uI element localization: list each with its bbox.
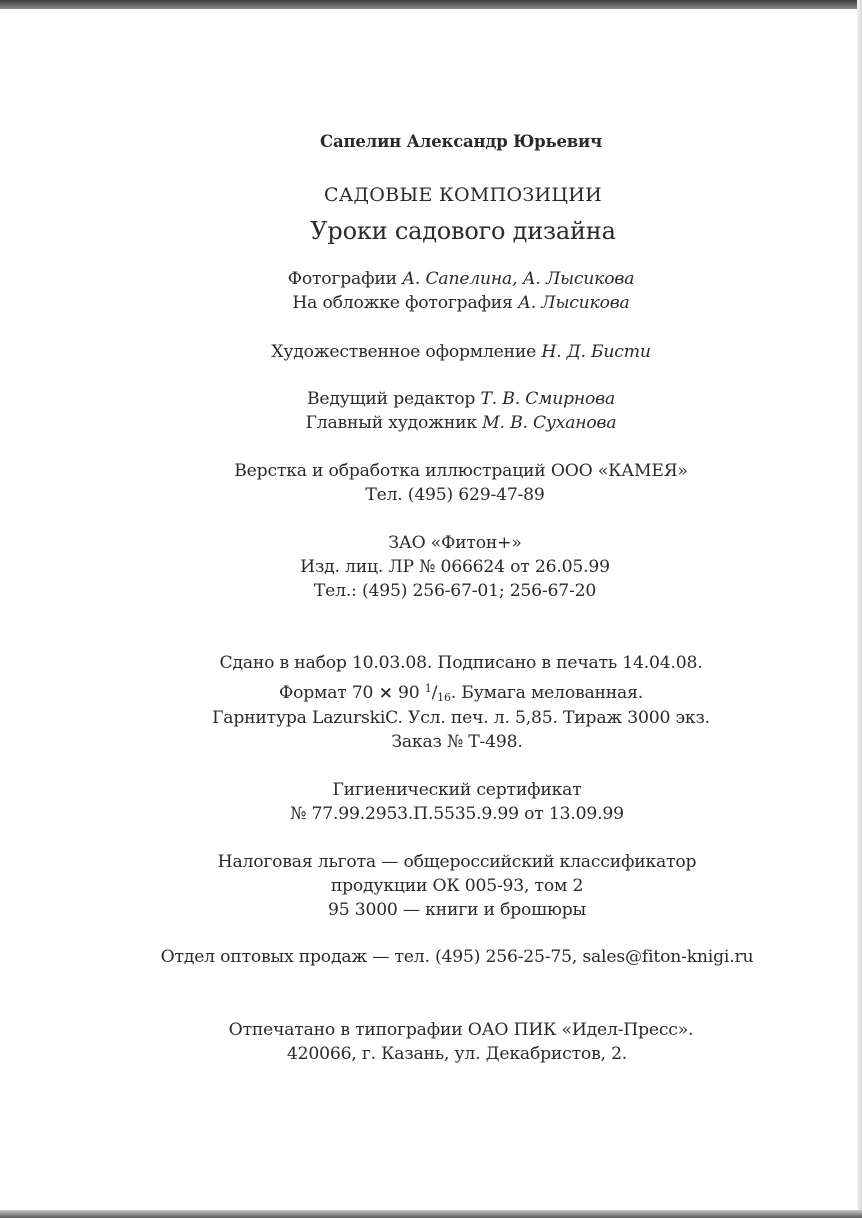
- printing-address: 420066, г. Казань, ул. Декабристов, 2.: [286, 1044, 628, 1064]
- book-title: САДОВЫЕ КОМПОЗИЦИИ: [324, 184, 602, 206]
- art-label: Художественное оформление: [271, 342, 542, 362]
- cover-label: На обложке фотография: [292, 293, 518, 313]
- wholesale-contacts: Отдел оптовых продаж — тел. (495) 256-25-75, sales@fiton-knigi.ru: [160, 947, 754, 967]
- printing-house: Отпечатано в типографии ОАО ПИК «Идел-Пресс».: [228, 1020, 694, 1040]
- layout-company-phone: Тел. (495) 629-47-89: [365, 485, 545, 505]
- artist-label: Главный художник: [305, 413, 483, 433]
- format-fraction-denominator: 16: [437, 691, 451, 704]
- certificate-number: № 77.99.2953.П.5535.9.99 от 13.09.99: [290, 804, 624, 824]
- publisher-license: Изд. лиц. ЛР № 066624 от 26.05.99: [300, 557, 610, 577]
- format-prefix: Формат 70: [279, 683, 379, 703]
- format-times-sign: ×: [378, 683, 393, 703]
- tax-line-2: продукции ОК 005-93, том 2: [330, 876, 584, 896]
- artist-name: М. В. Суханова: [482, 413, 617, 433]
- author-name: Сапелин Александр Юрьевич: [320, 132, 602, 151]
- editor-credit: [30, 386, 862, 412]
- format-suffix: . Бумага мелованная.: [450, 683, 643, 703]
- print-order: Заказ № Т-498.: [391, 732, 523, 752]
- tax-line-3: 95 3000 — книги и брошюры: [327, 900, 586, 920]
- cover-credit: [30, 290, 862, 316]
- certificate-title: Гигиенический сертификат: [332, 780, 582, 800]
- publisher-name: ЗАО «Фитон+»: [388, 533, 522, 553]
- photos-credit: [30, 266, 862, 292]
- tax-line-1: Налоговая льгота — общероссийский классификатор: [217, 852, 697, 872]
- cover-name: А. Лысикова: [517, 293, 630, 313]
- photos-label: Фотографии: [287, 269, 403, 289]
- format-fraction-slash: /: [431, 683, 438, 703]
- art-credit: [30, 339, 862, 365]
- editor-label: Ведущий редактор: [306, 389, 481, 409]
- book-subtitle: Уроки садового дизайна: [310, 217, 616, 245]
- format-mid: 90: [392, 683, 425, 703]
- artist-credit: [30, 410, 862, 436]
- art-name: Н. Д. Бисти: [541, 342, 651, 362]
- format-fraction-numerator: 1: [424, 682, 432, 695]
- layout-company-line: Верстка и обработка иллюстраций ООО «КАМЕЯ»: [234, 461, 688, 481]
- publisher-phones: Тел.: (495) 256-67-01; 256-67-20: [313, 581, 597, 601]
- print-dates: Сдано в набор 10.03.08. Подписано в печать 14.04.08.: [219, 653, 703, 673]
- print-typeface-run: Гарнитура LazurskiC. Усл. печ. л. 5,85. Тираж 3000 экз.: [212, 708, 710, 728]
- photos-names: А. Сапелина, А. Лысикова: [402, 269, 635, 289]
- editor-name: Т. В. Смирнова: [480, 389, 616, 409]
